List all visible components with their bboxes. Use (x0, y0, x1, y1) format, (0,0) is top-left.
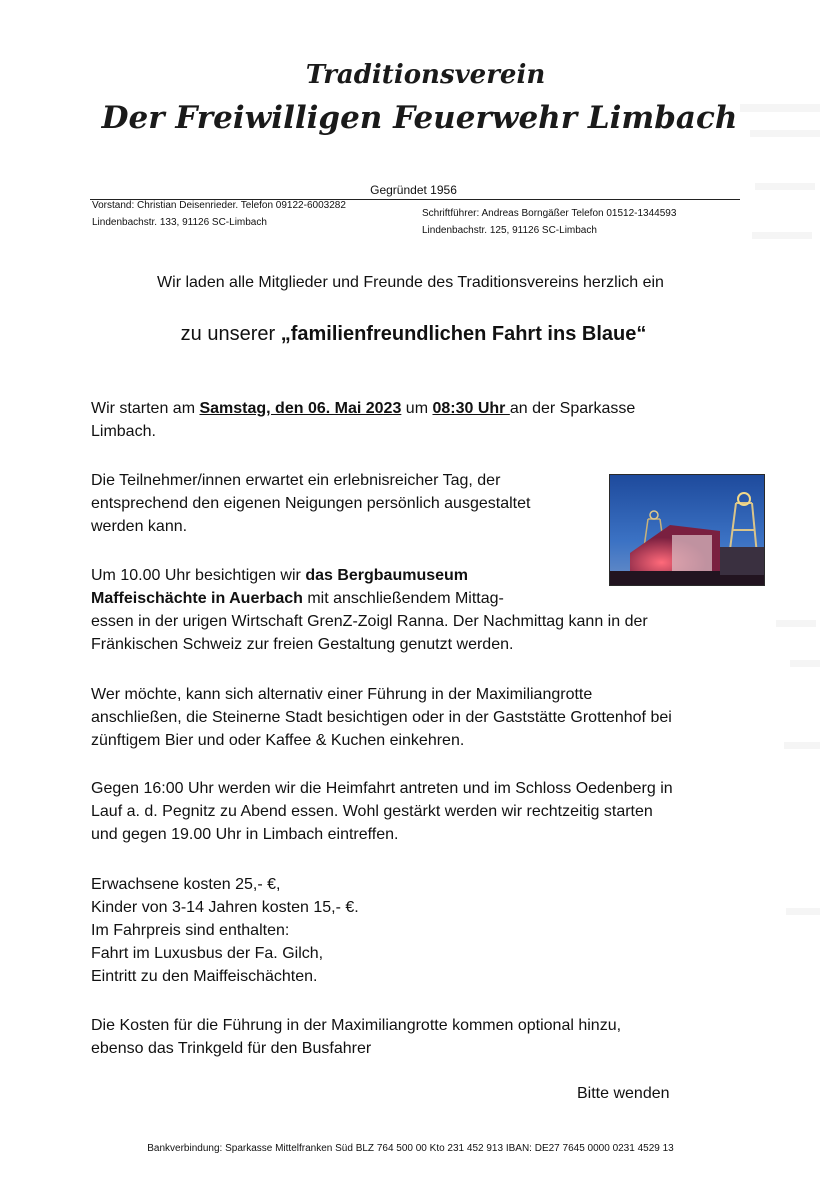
secretary-contact-line2: Lindenbachstr. 125, 91126 SC-Limbach (422, 225, 597, 236)
board-contact-line2: Lindenbachstr. 133, 91126 SC-Limbach (92, 217, 267, 228)
bank-details-footer: Bankverbindung: Sparkasse Mittelfranken Süd BLZ 764 500 00 Kto 231 452 913 IBAN: DE27 7645 0000 0231 4529 13 (147, 1143, 674, 1154)
day-description: Die Teilnehmer/innen erwartet ein erlebnisreicher Tag, der entsprechend den eigenen Neigungen persönlich ausgestaltet werden kann. (91, 472, 531, 535)
headline-prefix: zu unserer (180, 323, 281, 345)
price-children: Kinder von 3-14 Jahren kosten 15,- €. (91, 899, 359, 916)
headline-trip-name: „familienfreundlichen Fahrt ins Blaue“ (280, 323, 647, 345)
board-contact-line1: Vorstand: Christian Deisenrieder. Telefon 09122-6003282 (92, 200, 346, 211)
start-date: Samstag, den 06. Mai 2023 (199, 400, 402, 417)
museum-paragraph: Um 10.00 Uhr besichtigen wir das Bergbaumuseum Maffeischächte in Auerbach mit anschließendem Mittag- essen in der urigen Wirtschaft GrenZ-Zoigl Ranna. Der Nachmittag kann in der Fränkischen Schweiz zur freien Gestaltung genutzt werden. (91, 567, 648, 653)
invitation-line: Wir laden alle Mitglieder und Freunde des Traditionsvereins herzlich ein (157, 274, 664, 291)
founded-year: Gegründet 1956 (370, 183, 457, 197)
club-title-line1: Traditionsverein (305, 60, 546, 90)
museum-name-part1: das Bergbaumuseum (305, 567, 469, 584)
return-paragraph: Gegen 16:00 Uhr werden wir die Heimfahrt antreten und im Schloss Oedenberg in Lauf a. d. Pegnitz zu Abend essen. Wohl gestärkt werden wir rechtzeitig starten und gegen 19.00 Uhr in Limbach eintreffen. (91, 780, 673, 843)
price-list: Erwachsene kosten 25,- €, Kinder von 3-14 Jahren kosten 15,- €. Im Fahrpreis sind enthalten: Fahrt im Luxusbus der Fa. Gilch, Eintritt zu den Maiffeischächten. (91, 873, 359, 988)
extra-costs-paragraph: Die Kosten für die Führung in der Maximiliangrotte kommen optional hinzu, ebenso das Trinkgeld für den Busfahrer (91, 1017, 622, 1057)
trip-headline (0, 323, 827, 346)
museum-name-part2: Maffeischächte in Auerbach (91, 590, 303, 607)
secretary-contact-line1: Schriftführer: Andreas Borngäßer Telefon 01512-1344593 (422, 208, 677, 219)
alternative-paragraph: Wer möchte, kann sich alternativ einer Führung in der Maximiliangrotte anschließen, die Steinerne Stadt besichtigen oder in der Gaststätte Grottenhof bei zünftigem Bier und oder Kaffee & Kuchen einkehren. (91, 686, 672, 749)
board-contact (92, 197, 346, 231)
start-paragraph: Wir starten am Samstag, den 06. Mai 2023 um 08:30 Uhr an der Sparkasse Limbach. (91, 400, 636, 440)
please-turn-note: Bitte wenden (577, 1085, 670, 1102)
club-title-line2: Der Freiwilligen Feuerwehr Limbach (101, 100, 738, 136)
start-time: 08:30 Uhr (432, 400, 510, 417)
price-adults: Erwachsene kosten 25,- €, (91, 876, 281, 893)
secretary-contact (422, 205, 676, 239)
